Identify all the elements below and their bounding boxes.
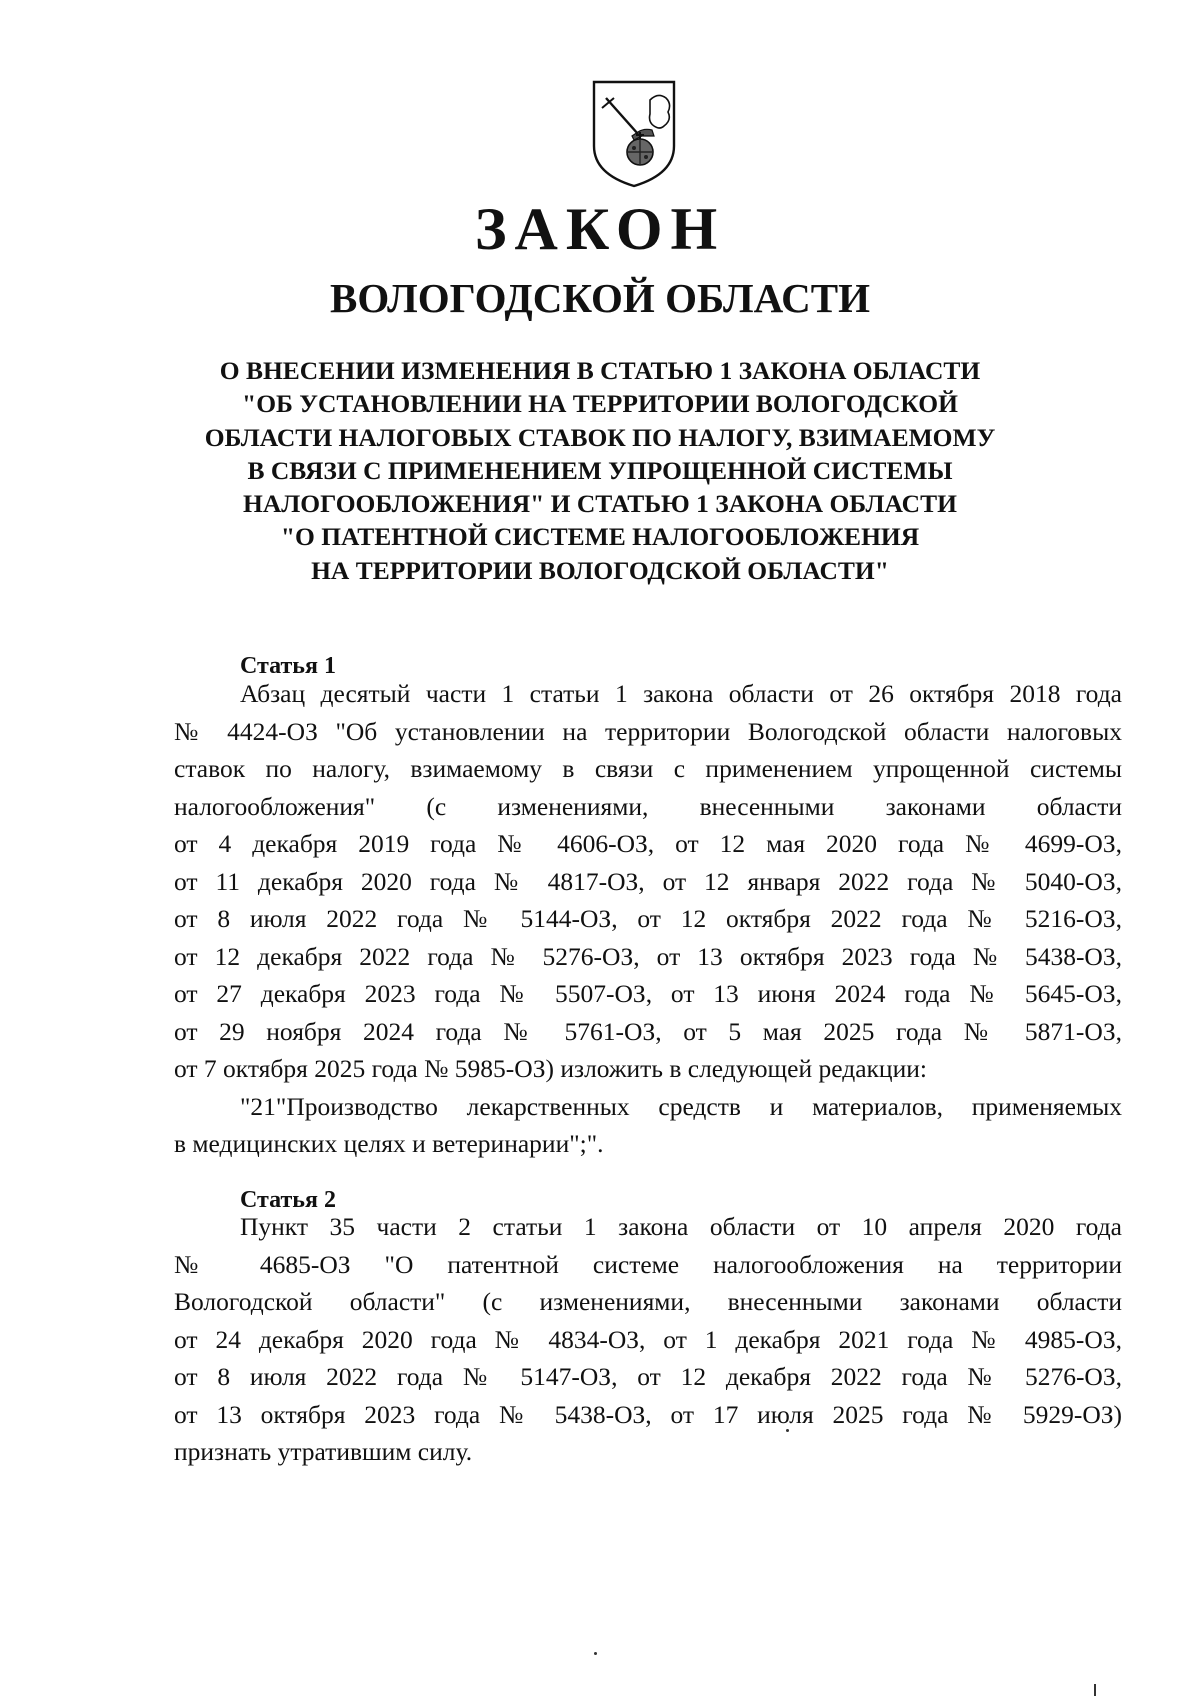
text-line: "21"Производство лекарственных средств и материалов, применяемых xyxy=(240,1091,1122,1121)
scan-speck xyxy=(786,1429,789,1432)
text-line: № 4424-ОЗ "Об установлении на территории Вологодской области налоговых xyxy=(174,716,1122,746)
text-line: от 7 октября 2025 года № 5985-ОЗ) изложить в следующей редакции: xyxy=(174,1054,927,1083)
heading-line: "О ПАТЕНТНОЙ СИСТЕМЕ НАЛОГООБЛОЖЕНИЯ xyxy=(280,522,920,552)
heading-line: НА ТЕРРИТОРИИ ВОЛОГОДСКОЙ ОБЛАСТИ" xyxy=(311,555,889,585)
heading-line: "ОБ УСТАНОВЛЕНИИ НА ТЕРРИТОРИИ ВОЛОГОДСКОЙ xyxy=(242,389,958,419)
text-line: от 24 декабря 2020 года № 4834-ОЗ, от 1 декабря 2021 года № 4985-ОЗ, xyxy=(174,1324,1122,1354)
text-line: от 4 декабря 2019 года № 4606-ОЗ, от 12 мая 2020 года № 4699-ОЗ, xyxy=(174,829,1122,858)
text-line: ставок по налогу, взимаемому в связи с применением упрощенной системы xyxy=(174,754,1122,783)
article-1-title: Статья 1 xyxy=(240,653,336,679)
text-line: от 8 июля 2022 года № 5144-ОЗ, от 12 октября 2022 года № 5216-ОЗ, xyxy=(174,904,1122,933)
heading-line: ОБЛАСТИ НАЛОГОВЫХ СТАВОК ПО НАЛОГУ, ВЗИМАЕМОМУ xyxy=(204,422,996,452)
text-line: в медицинских целях и ветеринарии";". xyxy=(174,1129,604,1158)
article-2-title: Статья 2 xyxy=(240,1187,336,1213)
law-title: ЗАКОН xyxy=(474,196,726,262)
article-2-body xyxy=(174,1208,1122,1471)
text-line: от 8 июля 2022 года № 5147-ОЗ, от 12 декабря 2022 года № 5276-ОЗ, xyxy=(174,1362,1122,1391)
law-heading xyxy=(140,354,1060,587)
coat-of-arms-icon xyxy=(588,78,680,190)
text-line: от 29 ноября 2024 года № 5761-ОЗ, от 5 мая 2025 года № 5871-ОЗ, xyxy=(174,1016,1122,1046)
scan-speck xyxy=(594,1652,597,1655)
scan-speck xyxy=(1094,1684,1096,1696)
article-1-body xyxy=(174,675,1122,1163)
text-line: от 13 октября 2023 года № 5438-ОЗ, от 17 июля 2025 года № 5929-ОЗ) xyxy=(174,1399,1122,1429)
heading-line: О ВНЕСЕНИИ ИЗМЕНЕНИЯ В СТАТЬЮ 1 ЗАКОНА ОБЛАСТИ xyxy=(219,356,981,385)
text-line: от 27 декабря 2023 года № 5507-ОЗ, от 13 июня 2024 года № 5645-ОЗ, xyxy=(174,979,1122,1008)
text-line: от 12 декабря 2022 года № 5276-ОЗ, от 13 октября 2023 года № 5438-ОЗ, xyxy=(174,941,1122,971)
region-title: ВОЛОГОДСКОЙ ОБЛАСТИ xyxy=(329,275,871,321)
text-line: Абзац десятый части 1 статьи 1 закона области от 26 октября 2018 года xyxy=(240,679,1122,708)
heading-line: В СВЯЗИ С ПРИМЕНЕНИЕМ УПРОЩЕННОЙ СИСТЕМЫ xyxy=(247,455,953,485)
text-line: Вологодской области" (с изменениями, внесенными законами области xyxy=(174,1287,1122,1316)
heading-line: НАЛОГООБЛОЖЕНИЯ" И СТАТЬЮ 1 ЗАКОНА ОБЛАСТИ xyxy=(243,489,957,519)
text-line: от 11 декабря 2020 года № 4817-ОЗ, от 12 января 2022 года № 5040-ОЗ, xyxy=(174,866,1122,896)
text-line: Пункт 35 части 2 статьи 1 закона области от 10 апреля 2020 года xyxy=(240,1212,1122,1241)
text-line: признать утратившим силу. xyxy=(174,1437,473,1466)
text-line: № 4685-ОЗ "О патентной системе налогообложения на территории xyxy=(174,1249,1122,1279)
text-line: налогообложения" (с изменениями, внесенными законами области xyxy=(174,791,1122,821)
